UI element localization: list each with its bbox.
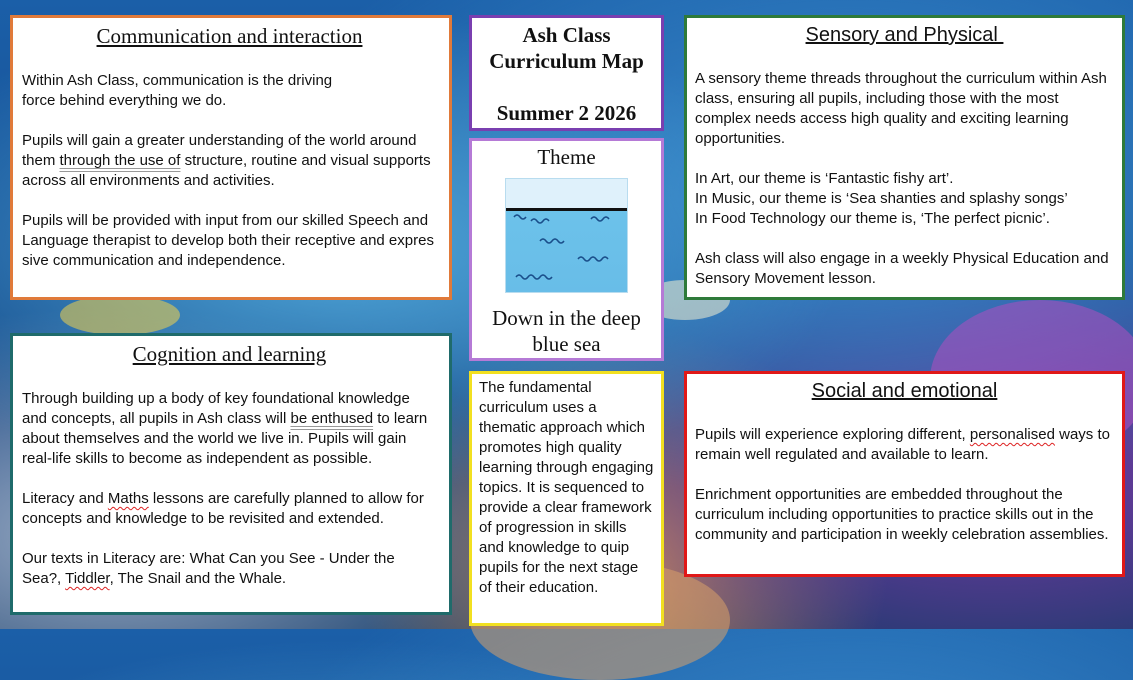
social-heading: Social and emotional — [811, 380, 998, 402]
title-panel — [469, 15, 664, 131]
fundamental-text: The fundamental curriculum uses a thematic approach which promotes high quality learning through engaging topics. It is sequenced to provide a clear framework of progression in skills and knowledge to quip pupils for the next stage of their education. — [479, 379, 654, 596]
sensory-heading: Sensory and Physical — [805, 24, 1004, 46]
communication-paragraph: Pupils will gain a greater understanding of the world around them through the use of structure, routine and visual supports across all environments and activities. — [22, 132, 431, 189]
fundamental-curriculum-panel — [469, 371, 664, 626]
communication-panel — [10, 15, 452, 300]
class-name: Ash Class — [522, 23, 611, 47]
background-fish — [60, 295, 180, 335]
cognition-paragraph: Our texts in Literacy are: What Can you See - Under the Sea?, Tiddler, The Snail and the Whale. — [22, 550, 395, 587]
sensory-paragraph: In Art, our theme is ‘Fantastic fishy art’. In Music, our theme is ‘Sea shanties and splashy songs’ In Food Technology our theme is, ‘The perfect picnic’. — [695, 170, 1068, 227]
theme-name: Down in the deep blue sea — [492, 306, 641, 356]
sensory-paragraph: A sensory theme threads throughout the curriculum within Ash class, ensuring all pupils, including those with the most complex needs access high quality and exciting learning opportunities. — [695, 70, 1107, 147]
sensory-paragraph: Ash class will also engage in a weekly Physical Education and Sensory Movement lesson. — [695, 250, 1109, 287]
theme-label: Theme — [537, 145, 596, 169]
social-paragraph: Pupils will experience exploring different, personalised ways to remain well regulated and available to learn. — [695, 426, 1110, 463]
social-paragraph: Enrichment opportunities are embedded throughout the curriculum including opportunities to practice skills out in the community and participation in weekly celebration assemblies. — [695, 486, 1109, 543]
cognition-paragraph: Through building up a body of key foundational knowledge and concepts, all pupils in Ash class will be enthused to learn about themselves and the world we live in. Pupils will gain real-life skills to become as independent as possible. — [22, 390, 428, 467]
theme-panel — [469, 138, 664, 361]
communication-paragraph: Within Ash Class, communication is the driving force behind everything we do. — [22, 72, 333, 109]
cognition-paragraph: Literacy and Maths lessons are carefully planned to allow for concepts and knowledge to be revisited and extended. — [22, 490, 424, 527]
sea-waves-icon — [505, 178, 628, 293]
sensory-panel — [684, 15, 1125, 300]
communication-paragraph: Pupils will be provided with input from our skilled Speech and Language therapist to develop both their receptive and expressive communication and independence. — [22, 212, 434, 269]
cognition-panel — [10, 333, 452, 615]
communication-heading: Communication and interaction — [96, 24, 363, 48]
social-panel — [684, 371, 1125, 577]
cognition-heading: Cognition and learning — [132, 342, 327, 366]
map-title: Curriculum Map — [489, 49, 644, 73]
term-label: Summer 2 2026 — [496, 101, 637, 125]
